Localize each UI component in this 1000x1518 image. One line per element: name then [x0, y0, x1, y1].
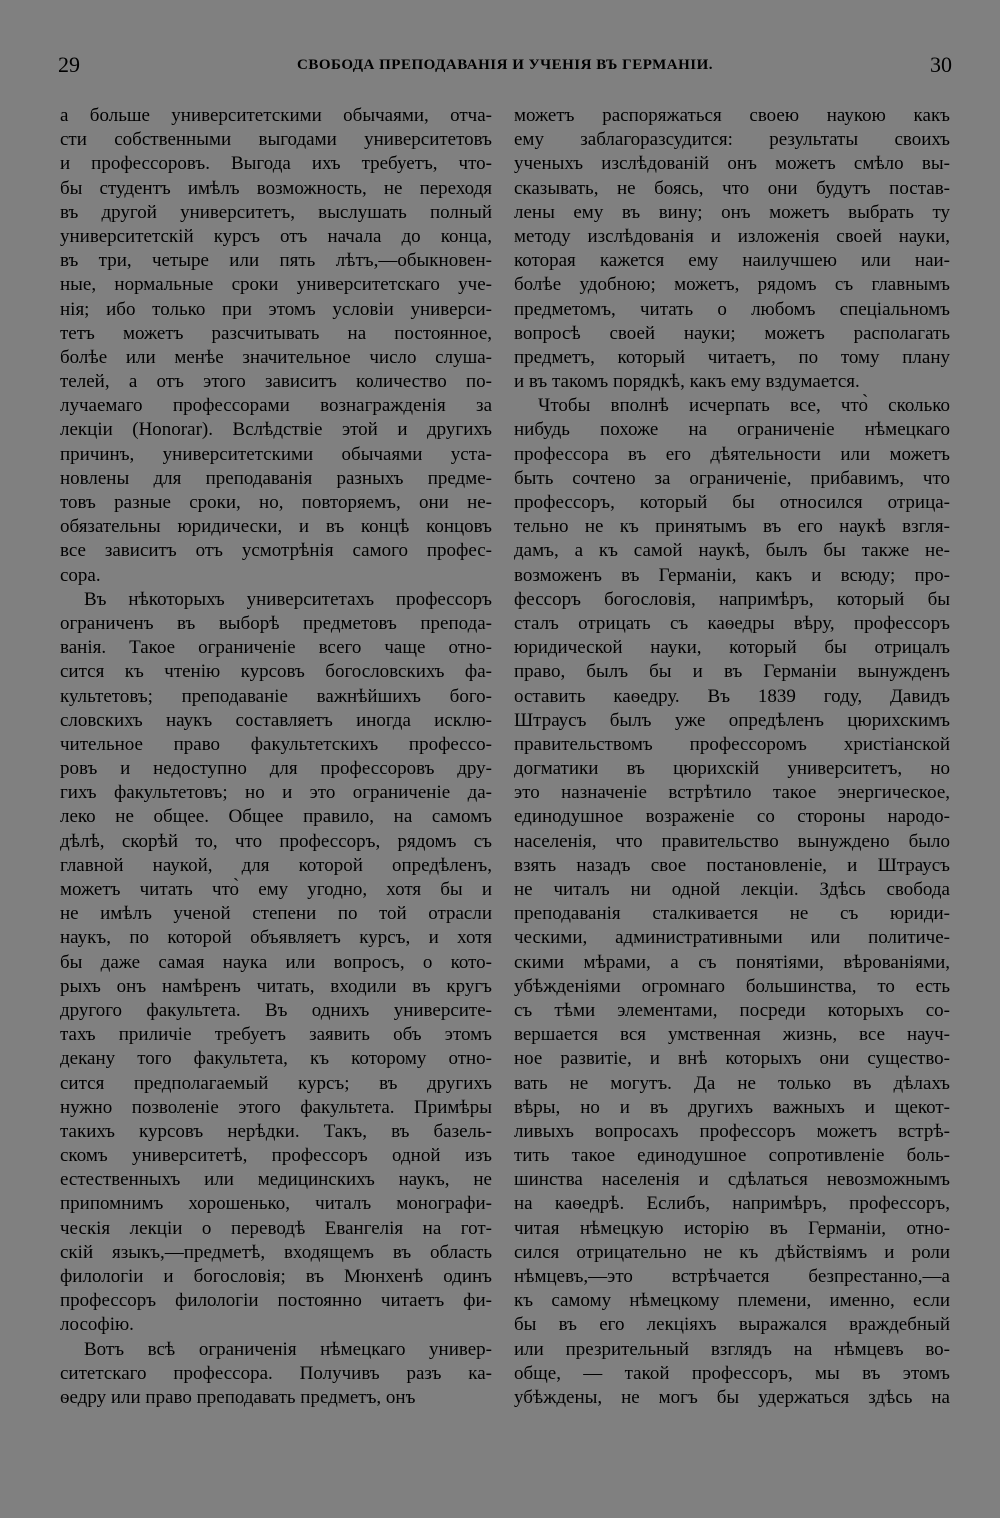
- text-line: можетъ распоряжаться своею наукою какъ: [514, 105, 950, 126]
- text-line: предметъ, который читаетъ, по тому плану: [514, 346, 950, 368]
- text-line: или презрительный взглядъ на нѣмцевъ во-: [514, 1338, 950, 1360]
- text-line: вать не могутъ. Да не только въ дѣлахъ: [514, 1072, 950, 1094]
- text-line: сится предполагаемый курсъ; въ другихъ: [60, 1072, 492, 1094]
- text-line: читая нѣмецкую исторію въ Германіи, отно-: [514, 1217, 950, 1239]
- text-line: припомнимъ хорошенько, читалъ монографи-: [60, 1193, 492, 1215]
- text-line: а больше университетскими обычаями, отча-: [60, 105, 492, 126]
- text-line: взять назадъ свое постановленіе, и Штраусъ: [514, 854, 950, 876]
- text-line: быть сочтено за ограниченіе, прибавимъ, что: [514, 467, 950, 489]
- text-line: и профессоровъ. Выгода ихъ требуетъ, что-: [60, 153, 492, 175]
- text-line: тить такое единодушное сопротивленіе боль-: [514, 1145, 950, 1167]
- text-line: вѣры, но и въ другихъ важныхъ и щекот-: [514, 1096, 950, 1118]
- text-line: леко не общее. Общее правило, на самомъ: [60, 806, 492, 828]
- text-line: лучаемаго профессорами вознагражденія за: [60, 395, 492, 417]
- text-line: тахъ приличіе требуетъ заявить объ этомъ: [60, 1024, 492, 1046]
- text-line: филологіи и богословія; въ Мюнхенѣ одинъ: [60, 1266, 492, 1287]
- text-line: вершается вся умственная жизнь, все науч-: [514, 1024, 950, 1046]
- text-line: скомъ университетѣ, профессоръ одной изъ: [60, 1145, 492, 1167]
- text-line: ѳедру или право преподавать предметъ, онъ: [60, 1386, 416, 1408]
- text-line: нѣмцевъ,—это встрѣчается безпрестанно,—а: [514, 1266, 950, 1287]
- text-line: тельно не къ принятымъ въ его наукѣ взгля-: [514, 516, 950, 538]
- text-line: сора.: [60, 564, 101, 586]
- text-line: ему заблагоразсудится: результаты своихъ: [514, 129, 950, 151]
- text-line: Въ нѣкоторыхъ университетахъ профессоръ: [84, 588, 492, 610]
- text-line: наукъ, по которой объявляетъ курсъ, и хотя: [60, 927, 492, 949]
- text-line: лены ему въ вину; онъ можетъ выбрать ту: [514, 201, 950, 223]
- text-line: профессоръ, который бы относился отрица-: [514, 492, 950, 513]
- text-line: обще, — такой профессоръ, мы въ этомъ: [514, 1362, 950, 1384]
- text-line: нія; ибо только при этомъ условіи универси-: [60, 298, 492, 320]
- text-line: предметомъ, читать о любомъ спеціальномъ: [514, 298, 950, 320]
- text-line: это назначеніе встрѣтило такое энергическое,: [514, 782, 950, 804]
- left-page-number: 29: [58, 52, 80, 77]
- text-line: культетовъ; преподаваніе важнѣйшихъ бого-: [60, 685, 492, 707]
- text-line: товъ разные сроки, но, повторяемъ, они не-: [60, 492, 492, 513]
- text-line: въ три, четыре или пять лѣтъ,—обыкновен-: [60, 250, 492, 272]
- text-line: лософію.: [60, 1314, 134, 1336]
- text-line: лекціи (Honorar). Вслѣдствіе этой и другихъ: [60, 419, 492, 441]
- text-line: нужно позволеніе этого факультета. Примѣры: [60, 1096, 492, 1118]
- text-line: главной наукой, для которой опредѣленъ,: [60, 854, 492, 876]
- text-line: единодушное возраженіе со стороны народо-: [514, 806, 950, 828]
- text-line: все зависитъ отъ усмотрѣнія самого профес-: [60, 540, 492, 562]
- text-line: Вотъ всѣ ограниченія нѣмецкаго универ-: [84, 1338, 492, 1360]
- text-line: ное развитіе, и внѣ которыхъ они существо-: [514, 1048, 950, 1070]
- text-line: бы даже самая наука или вопросъ, о кото-: [60, 951, 492, 973]
- right-page-number: 30: [930, 52, 952, 77]
- text-line: новлены для преподаванія разныхъ предме-: [60, 467, 492, 489]
- text-line: Штраусъ былъ уже опредѣленъ цюрихскимъ: [514, 709, 950, 731]
- text-line: такихъ курсовъ нерѣдки. Такъ, въ базель-: [60, 1120, 492, 1142]
- text-line: ливыхъ вопросахъ профессоръ можетъ встрѣ-: [514, 1120, 950, 1142]
- text-line: на каѳедрѣ. Еслибъ, напримѣръ, профессоръ,: [514, 1193, 950, 1215]
- text-line: причинъ, университетскими обычаями уста-: [60, 443, 492, 465]
- text-line: профессора въ его дѣятельности или можетъ: [514, 443, 950, 465]
- text-line: сился отрицательно не къ дѣйствіямъ и роли: [514, 1241, 950, 1263]
- text-line: ровъ и недоступно для профессоровъ дру-: [60, 758, 492, 780]
- text-line: сталъ отрицать съ каѳедры вѣру, профессоръ: [514, 612, 950, 634]
- text-line: дамъ, а къ самой наукѣ, былъ бы также не-: [514, 540, 950, 562]
- text-line: рыхъ онъ намѣренъ читать, входили въ кругъ: [60, 975, 492, 997]
- text-line: декану того факультета, къ которому отно-: [60, 1048, 492, 1070]
- running-title: СВОБОДА ПРЕПОДАВАНІЯ И УЧЕНІЯ ВЪ ГЕРМАНІИ.: [297, 56, 713, 73]
- text-line: Чтобы вполнѣ исчерпать все, что̀ сколько: [538, 395, 950, 417]
- text-line: бы въ его лекціяхъ выражался враждебный: [514, 1314, 950, 1336]
- text-line: скими мѣрами, а съ понятіями, вѣрованіями,: [514, 951, 950, 973]
- right-column: [514, 104, 950, 1498]
- text-line: можетъ читать что̀ ему угодно, хотя бы и: [60, 879, 492, 900]
- text-line: съ тѣми элементами, посреди которыхъ со-: [514, 999, 950, 1021]
- text-line: телей, а отъ этого зависитъ количество по-: [60, 371, 492, 393]
- page-header: [58, 48, 952, 82]
- text-line: убѣждены, не могъ бы удержаться здѣсь на: [514, 1386, 950, 1408]
- text-line: ситетскаго профессора. Получивъ разъ ка-: [60, 1362, 492, 1384]
- text-line: фессоръ богословія, напримѣръ, который бы: [514, 588, 950, 610]
- left-column: [60, 104, 492, 1498]
- text-line: чительное право факультетскихъ профессо-: [60, 733, 492, 755]
- text-line: оставить каѳедру. Въ 1839 году, Давидъ: [514, 685, 950, 707]
- text-line: убѣжденіями огромнаго большинства, то есть: [514, 975, 950, 997]
- text-line: возможенъ въ Германіи, какъ и всюду; про-: [514, 564, 950, 586]
- text-line: бы студентъ имѣлъ возможность, не переходя: [60, 177, 492, 199]
- text-line: сти собственными выгодами университетовъ: [60, 129, 492, 151]
- text-line: сказывать, не боясь, что они будутъ постав-: [514, 177, 950, 199]
- text-line: которая кажется ему наилучшею или наи-: [514, 250, 950, 272]
- text-line: болѣе удобною; можетъ, рядомъ съ главнымъ: [514, 274, 950, 296]
- text-line: дѣлѣ, скорѣй то, что профессоръ, рядомъ съ: [60, 830, 492, 852]
- text-line: населенія, что правительство вынуждено было: [514, 830, 950, 852]
- text-line: болѣе или менѣе значительное число слуша-: [60, 346, 492, 368]
- text-line: скій языкъ,—предметѣ, входящемъ въ область: [60, 1241, 492, 1263]
- text-line: и въ такомъ порядкѣ, какъ ему вздумается.: [514, 371, 860, 393]
- text-line: профессоръ филологіи постоянно читаетъ фи-: [60, 1290, 492, 1312]
- text-line: ные, нормальные сроки университетскаго уче-: [60, 274, 492, 296]
- text-line: ученыхъ изслѣдованій онъ можетъ смѣло вы-: [514, 153, 950, 175]
- text-line: ванія. Такое ограниченіе всего чаще отно-: [60, 637, 492, 659]
- text-line: право, былъ бы и въ Германіи вынужденъ: [514, 661, 950, 683]
- text-line: къ самому нѣмецкому племени, именно, если: [514, 1290, 950, 1312]
- text-line: обязательны юридически, и въ концѣ концовъ: [60, 516, 492, 538]
- text-line: нибудь похоже на ограниченіе нѣмецкаго: [514, 419, 950, 441]
- text-line: въ другой университетъ, выслушать полный: [60, 201, 492, 223]
- text-line: словскихъ наукъ составляетъ иногда исклю-: [60, 709, 492, 731]
- text-line: гихъ факультетовъ; но и это ограниченіе да-: [60, 782, 492, 804]
- text-line: догматики въ цюрихскій университетъ, но: [514, 758, 950, 780]
- text-line: шинства населенія и сдѣлаться невозможнымъ: [514, 1169, 950, 1191]
- text-line: сится къ чтенію курсовъ богословскихъ фа-: [60, 661, 492, 683]
- text-line: ческія лекціи о переводѣ Евангелія на гот-: [60, 1217, 492, 1239]
- text-line: юридической науки, который бы отрицалъ: [514, 637, 950, 659]
- text-line: ограниченъ въ выборѣ предметовъ препода-: [60, 612, 492, 634]
- text-line: преподаванія сталкивается не съ юриди-: [514, 903, 950, 925]
- text-line: правительствомъ профессоромъ христіанской: [514, 733, 950, 755]
- text-line: другого факультета. Въ однихъ университе-: [60, 999, 492, 1021]
- text-line: ческими, административными или политиче-: [514, 927, 950, 949]
- text-line: естественныхъ или медицинскихъ наукъ, не: [60, 1169, 492, 1191]
- text-line: университетскій курсъ отъ начала до конца,: [60, 225, 492, 247]
- text-line: не читалъ ни одной лекціи. Здѣсь свобода: [514, 879, 950, 900]
- text-line: методу изслѣдованія и изложенія своей науки,: [514, 225, 950, 247]
- text-line: вопросѣ своей науки; можетъ располагать: [514, 322, 950, 344]
- text-line: не имѣлъ ученой степени по той отрасли: [60, 903, 492, 925]
- text-line: тетъ можетъ разсчитывать на постоянное,: [60, 322, 492, 344]
